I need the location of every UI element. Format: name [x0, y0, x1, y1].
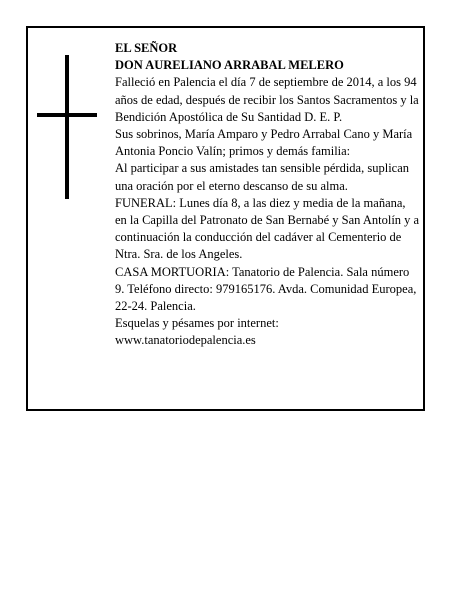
prayer-request: Al participar a sus amistades tan sensible pérdida, suplican una oración por el eterno descanso de su alma.	[115, 161, 410, 193]
cross-icon	[37, 55, 97, 199]
death-announcement: Falleció en Palencia el día 7 de septiembre de 2014, a los 94 años de edad, después de recibir los Santos Sacramentos y la Bendición Apostólica de Su Santidad D. E. P.	[115, 75, 419, 124]
website-link[interactable]: www.tanatoriodepalencia.es	[115, 333, 256, 348]
deceased-name: DON AURELIANO ARRABAL MELERO	[115, 58, 344, 73]
obituary-notice	[26, 26, 425, 411]
notice-title-line-1: EL SEÑOR	[115, 41, 178, 55]
cross-horizontal-bar	[37, 113, 97, 117]
family-members: Sus sobrinos, María Amparo y Pedro Arrabal Cano y María Antonia Poncio Valín; primos y demás familia:	[115, 127, 413, 159]
condolences-label: Esquelas y pésames por internet:	[115, 316, 279, 331]
notice-text	[115, 40, 420, 350]
cross-vertical-bar	[65, 55, 69, 199]
funeral-details: FUNERAL: Lunes día 8, a las diez y media de la mañana, en la Capilla del Patronato de San Bernabé y San Antolín y a continuación la conducción del cadáver al Cementerio de Ntra. Sra. de los Angeles.	[115, 195, 420, 262]
mortuary-details: CASA MORTUORIA: Tanatorio de Palencia. Sala número 9. Teléfono directo: 979165176. Avda. Comunidad Europea, 22-24. Palencia.	[115, 264, 417, 314]
